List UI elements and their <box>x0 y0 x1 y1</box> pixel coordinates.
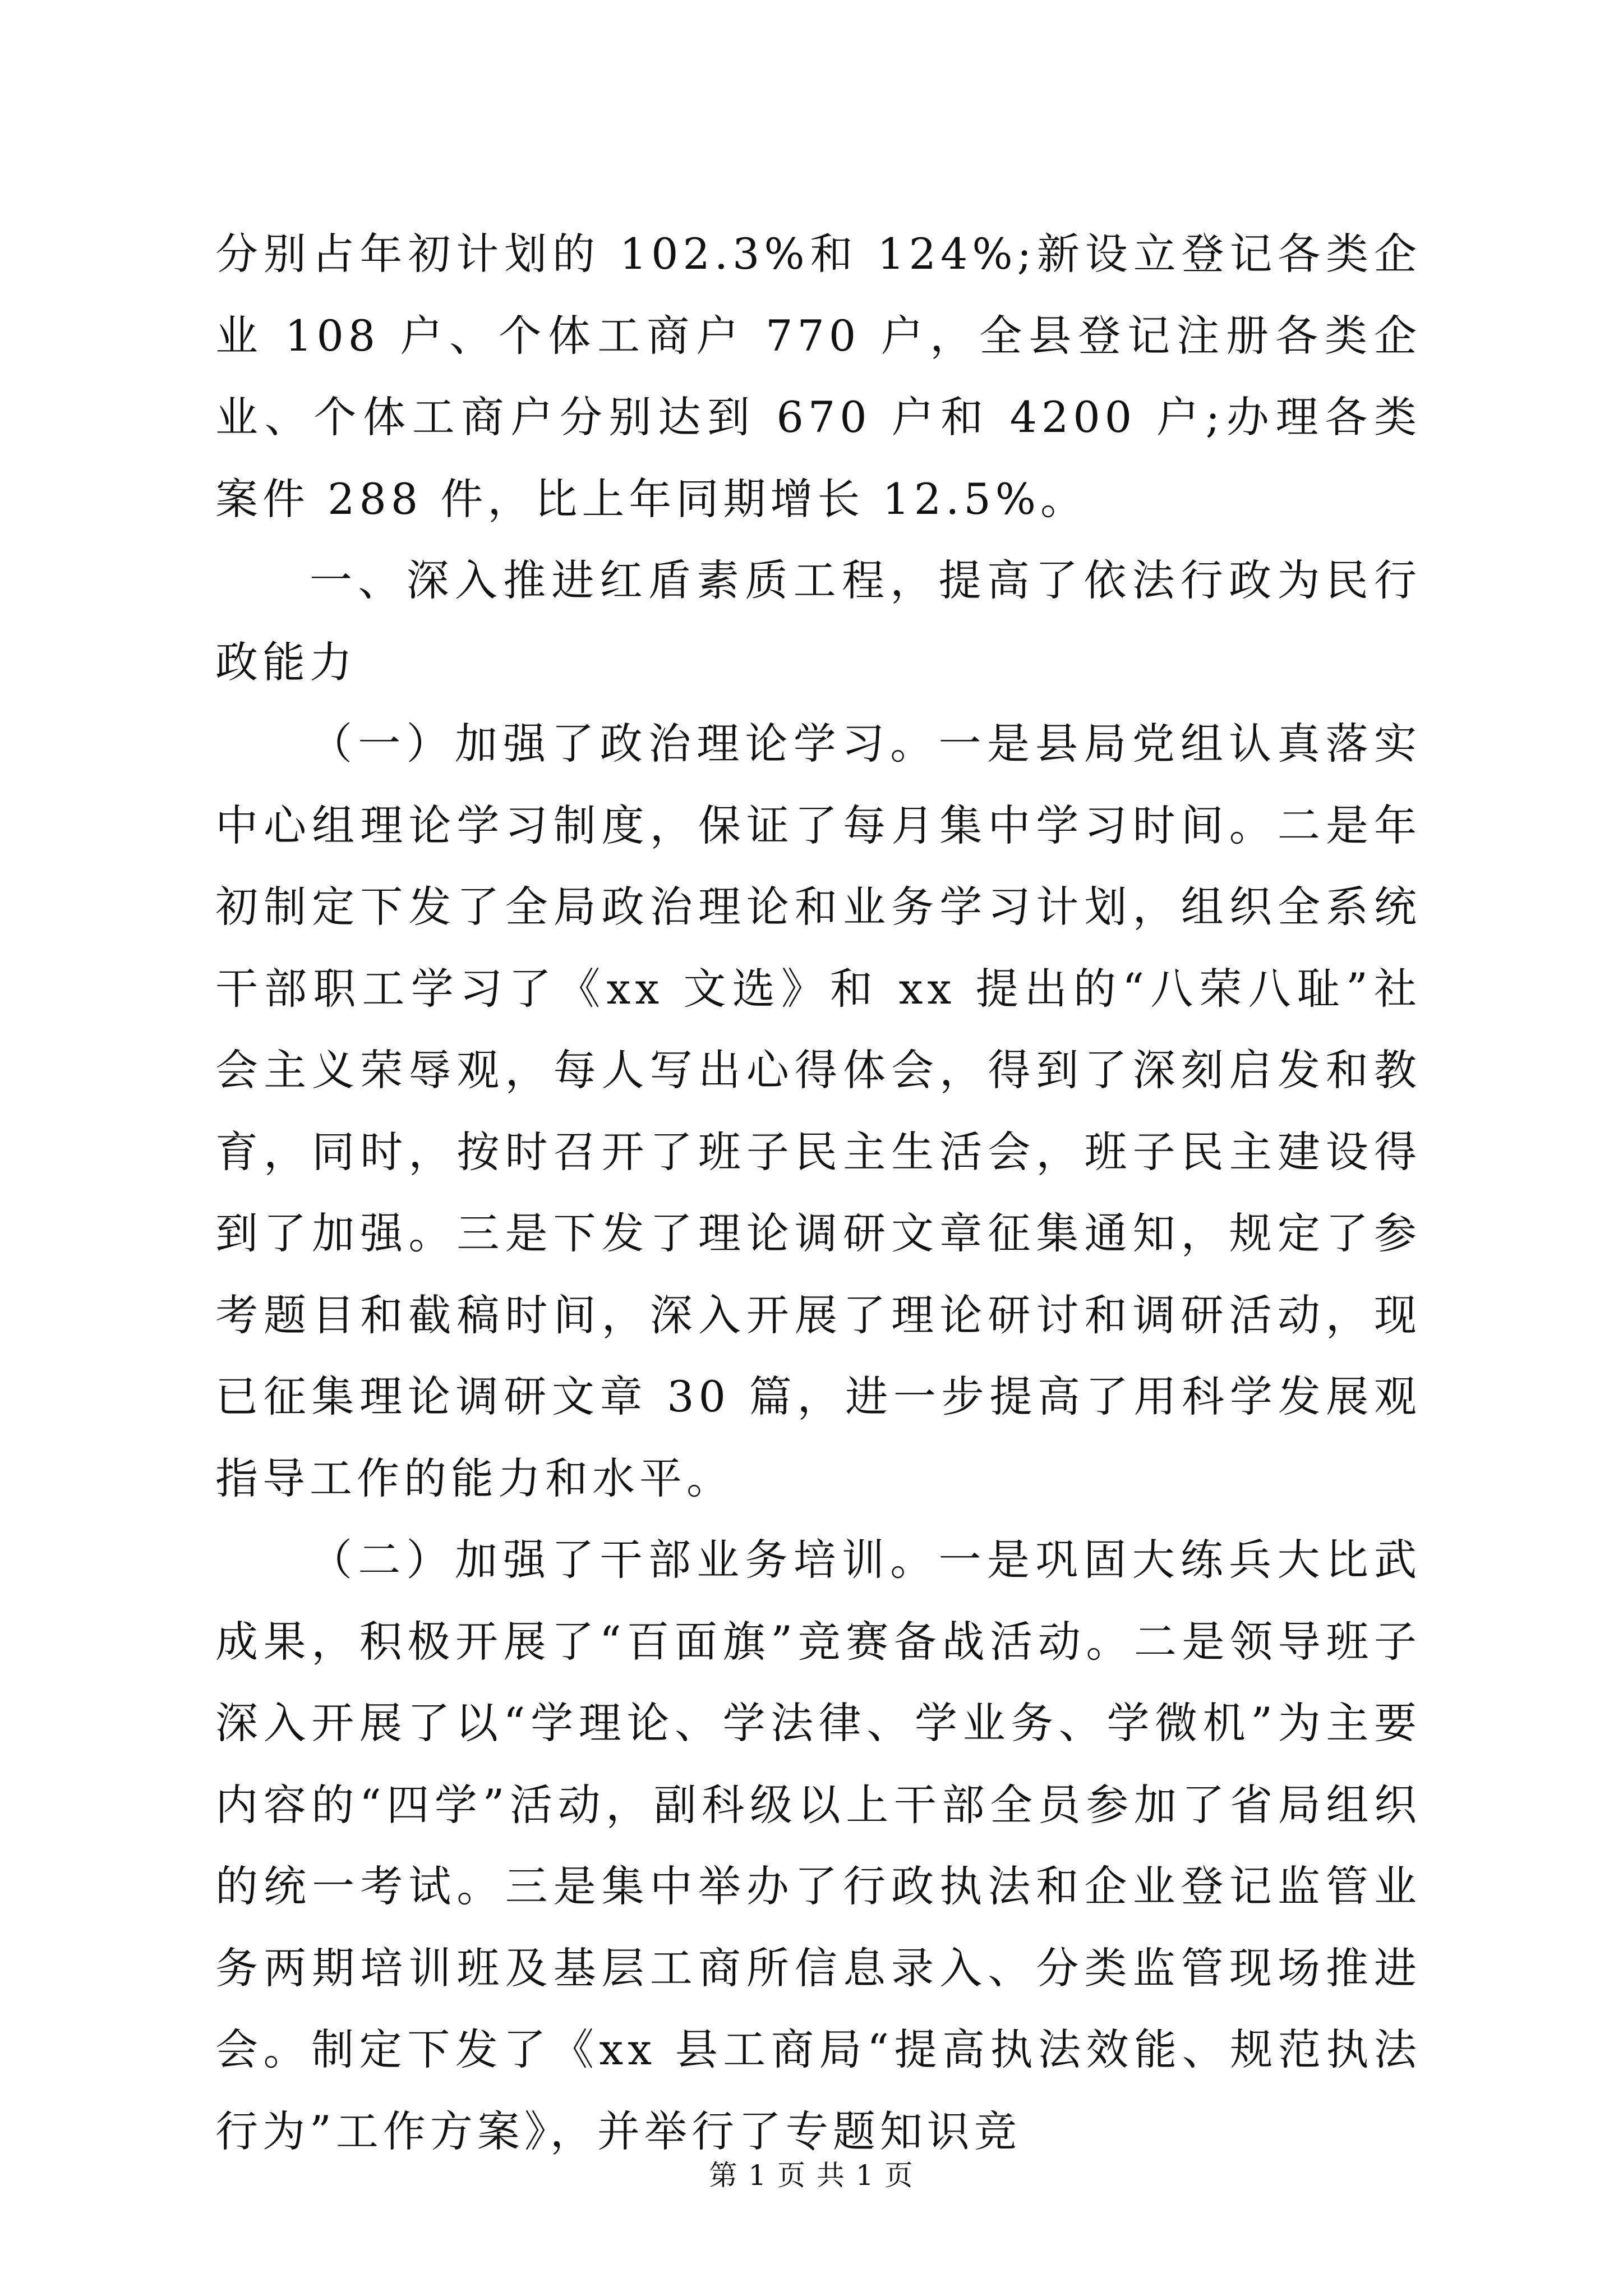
paragraph-statistics: 分别占年初计划的 102.3%和 124%;新设立登记各类企业 108 户、个体工商户 770 户，全县登记注册各类企业、个体工商户分别达到 670 户和 4200 户;办理各类案件 288 件，比上年同期增长 12.5%。 <box>215 229 1421 524</box>
paragraph-political-study: （一）加强了政治理论学习。一是县局党组认真落实中心组理论学习制度，保证了每月集中学习时间。二是年初制定下发了全局政治理论和业务学习计划，组织全系统干部职工学习了《xx 文选》和 xx 提出的“八荣八耻”社会主义荣辱观，每人写出心得体会，得到了深刻启发和教育，同时，按时召开了班子民主生活会，班子民主建设得到了加强。三是下发了理论调研文章征集通知，规定了参考题目和截稿时间，深入开展了理论研讨和调研活动，现已征集理论调研文章 30 篇，进一步提高了用科学发展观指导工作的能力和水平。 <box>215 719 1421 1503</box>
section-heading-1: 一、深入推进红盾素质工程，提高了依法行政为民行政能力 <box>215 555 1421 687</box>
page-footer: 第 1 页 共 1 页 <box>709 2159 914 2192</box>
document-body <box>215 213 1421 2172</box>
paragraph-cadre-training: （二）加强了干部业务培训。一是巩固大练兵大比武成果，积极开展了“百面旗”竞赛备战活动。二是领导班子深入开展了以“学理论、学法律、学业务、学微机”为主要内容的“四学”活动，副科级以上干部全员参加了省局组织的统一考试。三是集中举办了行政执法和企业登记监管业务两期培训班及基层工商所信息录入、分类监管现场推进会。制定下发了《xx 县工商局“提高执法效能、规范执法行为”工作方案》，并举行了专题知识竞 <box>215 1535 1421 2156</box>
